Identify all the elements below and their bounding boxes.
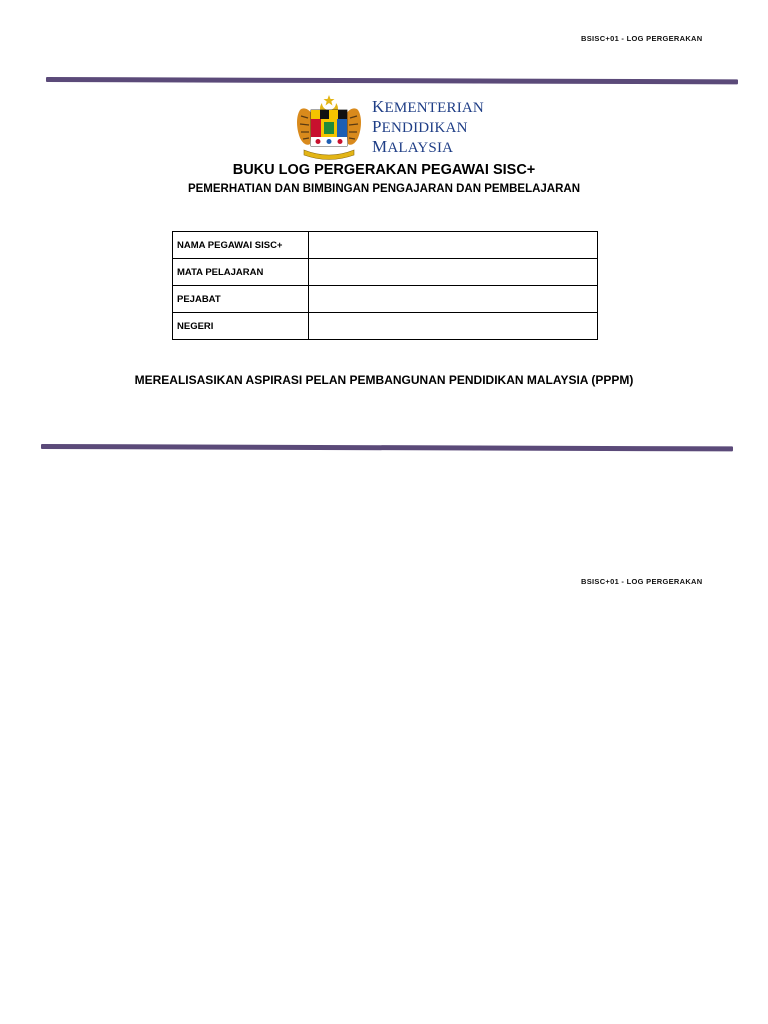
ministry-name-line-3: MALAYSIA <box>372 137 454 156</box>
subject-field[interactable] <box>309 259 598 286</box>
document-subtitle: PEMERHATIAN DAN BIMBINGAN PENGAJARAN DAN PEMBELAJARAN <box>187 183 581 195</box>
page-header-bottom: BSISC+01 - LOG PERGERAKAN <box>581 577 703 586</box>
divider-rule-bottom <box>41 444 733 451</box>
row-label-officer-name: NAMA PEGAWAI SISC+ <box>173 232 309 259</box>
divider-rule-top <box>46 77 738 84</box>
page-header-top: BSISC+01 - LOG PERGERAKAN <box>581 34 703 43</box>
document-title: BUKU LOG PERGERAKAN PEGAWAI SISC+ <box>232 162 536 178</box>
coat-of-arms-icon <box>294 94 364 162</box>
row-label-subject: MATA PELAJARAN <box>173 259 309 286</box>
officer-name-field[interactable] <box>309 232 598 259</box>
table-row <box>173 259 598 286</box>
ministry-logo <box>294 94 484 162</box>
officer-info-table <box>172 231 598 340</box>
ministry-name-line-2: PENDIDIKAN <box>372 117 468 136</box>
table-row <box>173 232 598 259</box>
office-field[interactable] <box>309 286 598 313</box>
ministry-name-line-1: KEMENTERIAN <box>372 97 484 116</box>
aspiration-statement: MEREALISASIKAN ASPIRASI PELAN PEMBANGUNAN PENDIDIKAN MALAYSIA (PPPM) <box>134 373 634 387</box>
row-label-office: PEJABAT <box>173 286 309 313</box>
table-row <box>173 286 598 313</box>
row-label-state: NEGERI <box>173 313 309 340</box>
table-row <box>173 313 598 340</box>
state-field[interactable] <box>309 313 598 340</box>
